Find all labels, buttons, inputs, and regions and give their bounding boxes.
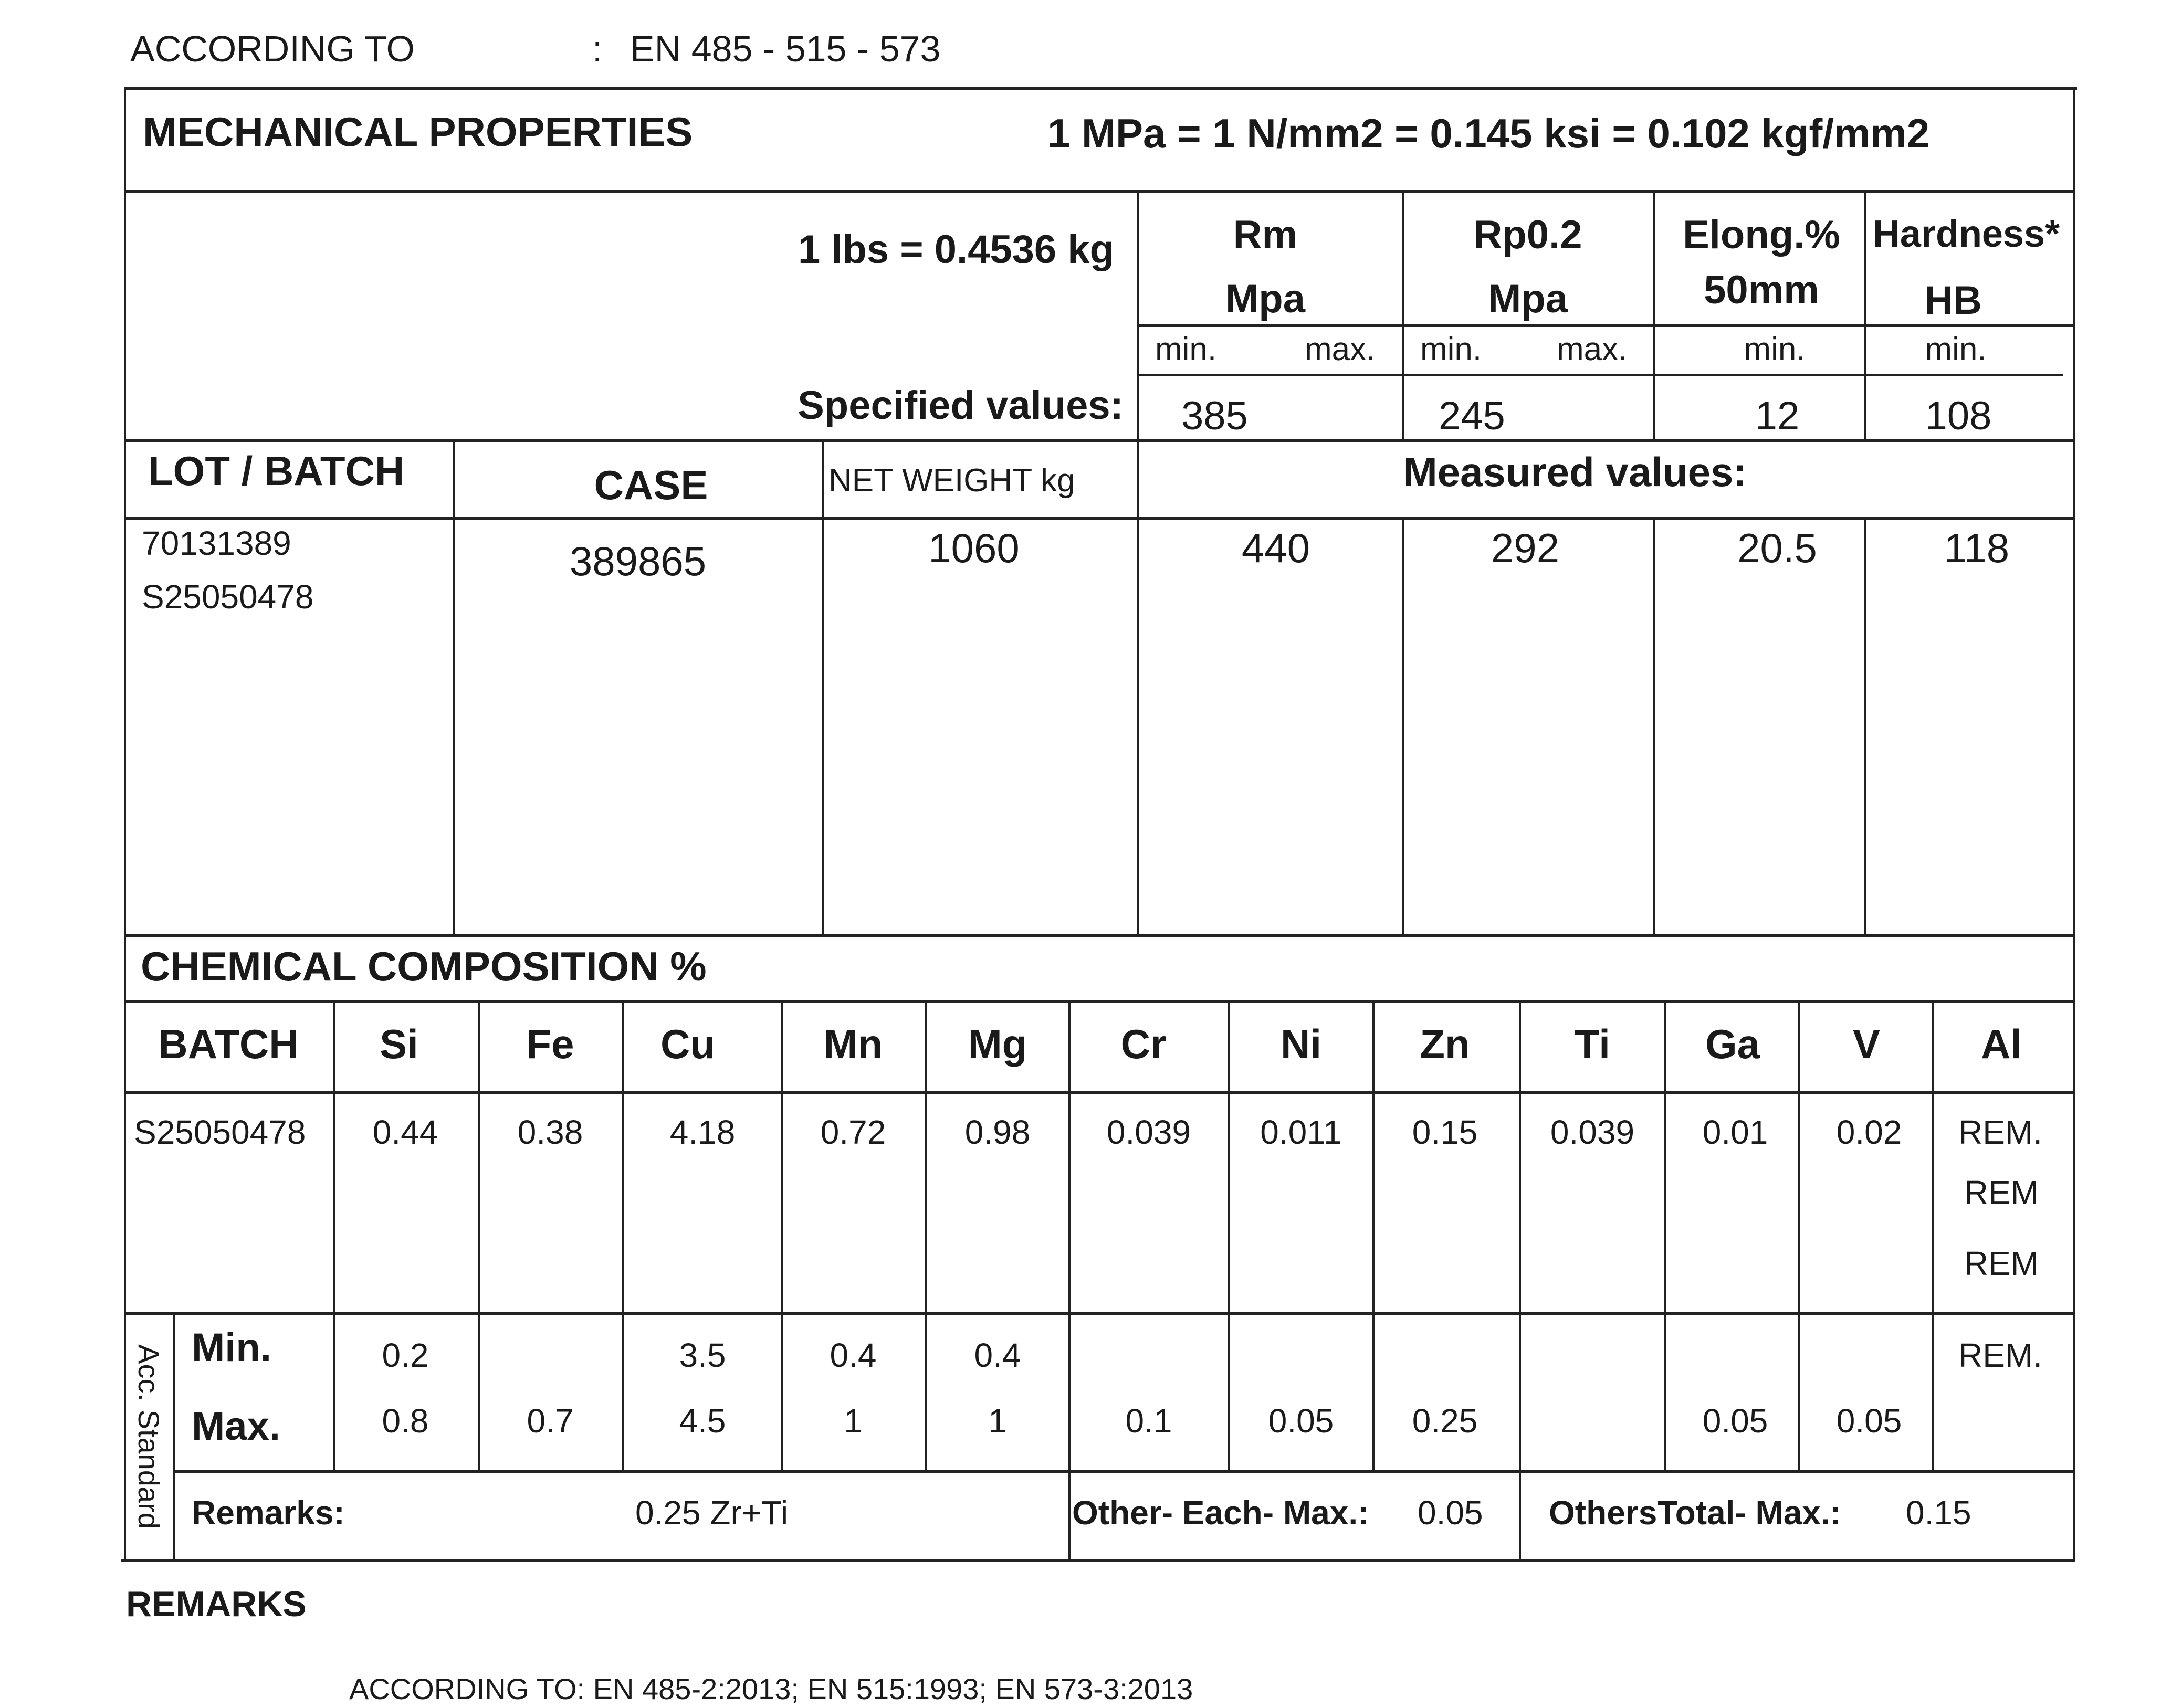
column-divider (1228, 1000, 1230, 1470)
row-divider (124, 190, 2075, 193)
hardness-measured-value: 118 (1944, 525, 2010, 571)
element-header-cu: Cu (660, 1021, 715, 1067)
rm-min-label: min. (1155, 331, 1217, 367)
hardness-unit: HB (1924, 278, 1982, 323)
net-weight-header: NET WEIGHT kg (828, 462, 1075, 499)
hardness-header: Hardness* (1872, 213, 2060, 255)
value-cr: 0.039 (1106, 1113, 1191, 1151)
others-total-max-value: 0.15 (1906, 1494, 1971, 1532)
lbs-conversion-note: 1 lbs = 0.4536 kg (798, 227, 1114, 272)
standard-remarks-label: Remarks: (192, 1494, 345, 1532)
element-header-zn: Zn (1420, 1021, 1470, 1067)
rm-specified-value: 385 (1181, 394, 1248, 438)
min-si: 0.2 (382, 1336, 429, 1374)
column-divider (1932, 1000, 1934, 1470)
max-zn: 0.25 (1412, 1402, 1478, 1440)
table-border (124, 87, 2077, 90)
max-row-label: Max. (192, 1404, 280, 1449)
row-divider (173, 1470, 2075, 1473)
element-header-mg: Mg (968, 1021, 1027, 1067)
chemical-composition-title: CHEMICAL COMPOSITION % (141, 943, 707, 989)
batch-column-header: BATCH (158, 1021, 299, 1067)
element-header-ga: Ga (1705, 1021, 1760, 1067)
table-border (2073, 87, 2075, 1562)
acc-standard-label: Acc. Standard (132, 1344, 165, 1529)
specified-values-label: Specified values: (798, 383, 1124, 428)
column-divider (1519, 1000, 1521, 1562)
value-ga: 0.01 (1702, 1113, 1768, 1151)
column-divider (1402, 190, 1404, 439)
max-si: 0.8 (382, 1402, 429, 1440)
value-mg: 0.98 (964, 1113, 1031, 1151)
hardness-specified-value: 108 (1925, 394, 1992, 438)
rp02-header: Rp0.2 (1473, 213, 1582, 257)
column-divider (822, 439, 824, 935)
lot-batch-header: LOT / BATCH (148, 448, 405, 494)
column-divider (453, 439, 455, 935)
rp02-measured-value: 292 (1491, 525, 1560, 571)
column-divider (478, 1000, 480, 1470)
elongation-gauge-length: 50mm (1704, 268, 1819, 312)
remarks-text: ACCORDING TO: EN 485-2:2013; EN 515:1993; EN 573-3:2013 (349, 1672, 1193, 1705)
rm-unit: Mpa (1225, 277, 1305, 321)
column-divider (173, 1312, 175, 1562)
element-header-v: V (1852, 1021, 1881, 1067)
column-divider (1864, 190, 1866, 439)
value-mn: 0.72 (820, 1113, 886, 1151)
value-fe: 0.38 (517, 1113, 583, 1151)
rp02-unit: Mpa (1488, 277, 1568, 321)
value-al-extra: REM (1964, 1245, 2039, 1282)
batch-number: S25050478 (142, 578, 314, 616)
measured-values-label: Measured values: (1403, 449, 1747, 495)
value-ti: 0.039 (1550, 1113, 1635, 1151)
other-each-max-value: 0.05 (1418, 1494, 1483, 1532)
column-divider (1664, 1000, 1666, 1470)
column-divider (1798, 1000, 1800, 1470)
elongation-measured-value: 20.5 (1737, 525, 1817, 571)
max-ga: 0.05 (1702, 1402, 1768, 1440)
column-divider (1068, 1000, 1071, 1562)
according-to-label: ACCORDING TO (130, 28, 415, 69)
max-ni: 0.05 (1268, 1402, 1334, 1440)
value-cu: 4.18 (669, 1113, 736, 1151)
mechanical-properties-title: MECHANICAL PROPERTIES (143, 109, 693, 155)
table-border (121, 1559, 2075, 1562)
row-divider (124, 1000, 2075, 1003)
row-divider (124, 517, 2075, 520)
column-divider (1402, 517, 1404, 935)
min-cu: 3.5 (679, 1336, 726, 1374)
column-divider (1864, 517, 1866, 935)
row-divider (124, 439, 2075, 442)
column-divider (1372, 1000, 1375, 1470)
element-header-fe: Fe (526, 1021, 574, 1067)
value-ni: 0.011 (1260, 1113, 1342, 1151)
value-zn: 0.15 (1412, 1113, 1478, 1151)
rp02-max-label: max. (1557, 331, 1628, 367)
column-divider (925, 1000, 927, 1470)
value-al-extra: REM (1964, 1174, 2039, 1211)
unit-conversion-note: 1 MPa = 1 N/mm2 = 0.145 ksi = 0.102 kgf/mm2 (1047, 110, 1930, 156)
column-divider (781, 1000, 783, 1470)
elongation-min-label: min. (1744, 331, 1806, 367)
rp02-min-label: min. (1420, 331, 1482, 367)
min-mn: 0.4 (830, 1336, 877, 1374)
element-header-al: Al (1981, 1021, 2022, 1067)
value-si: 0.44 (372, 1113, 438, 1151)
others-total-max-label: OthersTotal- Max.: (1549, 1494, 1842, 1532)
row-divider (124, 1312, 2075, 1315)
max-fe: 0.7 (527, 1402, 574, 1440)
max-mg: 1 (988, 1402, 1007, 1440)
column-divider (1653, 190, 1655, 439)
min-row-label: Min. (192, 1325, 271, 1370)
column-divider (333, 1000, 335, 1470)
rm-max-label: max. (1305, 331, 1376, 367)
composition-batch-number: S25050478 (134, 1113, 306, 1151)
case-header: CASE (594, 462, 708, 508)
min-mg: 0.4 (974, 1336, 1021, 1374)
column-divider (1137, 190, 1139, 935)
hardness-min-label: min. (1925, 331, 1987, 367)
remarks-title: REMARKS (126, 1584, 307, 1624)
element-header-si: Si (380, 1021, 418, 1067)
elongation-specified-value: 12 (1755, 394, 1800, 438)
net-weight-value: 1060 (928, 525, 1020, 571)
rp02-specified-value: 245 (1439, 394, 1505, 438)
value-v: 0.02 (1836, 1113, 1902, 1151)
min-al: REM. (1958, 1336, 2042, 1374)
case-number: 389865 (569, 538, 707, 584)
rm-measured-value: 440 (1241, 525, 1310, 571)
according-to-separator: : (592, 28, 603, 69)
max-mn: 1 (844, 1402, 863, 1440)
lot-number: 70131389 (142, 524, 291, 562)
rm-header: Rm (1233, 213, 1298, 257)
row-divider (1137, 324, 2073, 327)
elongation-header: Elong.% (1683, 213, 1840, 257)
row-divider (124, 934, 2075, 937)
column-divider (1653, 517, 1655, 935)
element-header-ni: Ni (1281, 1021, 1321, 1067)
element-header-mn: Mn (823, 1021, 883, 1067)
max-cr: 0.1 (1125, 1402, 1172, 1440)
max-cu: 4.5 (679, 1402, 726, 1440)
element-header-ti: Ti (1575, 1021, 1610, 1067)
standard-remarks-value: 0.25 Zr+Ti (635, 1494, 789, 1532)
max-v: 0.05 (1836, 1402, 1902, 1440)
according-to-value: EN 485 - 515 - 573 (630, 28, 941, 69)
row-divider (1137, 374, 2063, 376)
element-header-cr: Cr (1120, 1021, 1167, 1067)
column-divider (622, 1000, 624, 1470)
value-al: REM. (1958, 1113, 2042, 1151)
other-each-max-label: Other- Each- Max.: (1072, 1494, 1369, 1532)
row-divider (124, 1091, 2075, 1094)
table-border (124, 87, 126, 1562)
